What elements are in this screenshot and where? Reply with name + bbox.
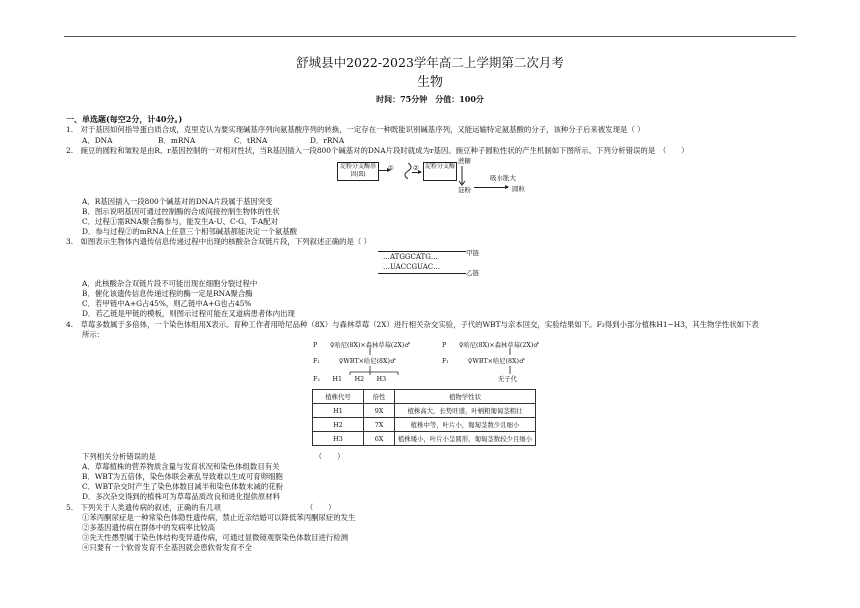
- q3-option-d: D．若乙链是甲链的模板，则图示过程可能在叉道病患者体内出现: [82, 309, 295, 318]
- q3-option-a: A．此核酸杂合双链片段不可能出现在细胞分裂过程中: [82, 279, 258, 288]
- q4-stem: 4. 草莓多数属于多倍体，一个染色体组用X表示。育种工作者用哈尼品种（8X）与森林草莓（2X）进行相关杂交实验，子代的WBT与亲本回交，实验结果如下。F₂得到小部分植株H1~H3，其生物学性状如下表: [66, 320, 759, 329]
- arrow-2: [412, 172, 421, 173]
- q2-stem: 2. 豌豆的圆粒和皱粒是由R、r基因控制的一对相对性状，当R基因插入一段800个碱基对的DNA片段时就成为r基因。豌豆种子圆粒性状的产生机制如下图所示。下列分析错误的是 （ ）: [66, 146, 689, 155]
- round-label: 圆粒: [512, 185, 525, 193]
- step-2-label: ②: [413, 164, 419, 172]
- table-row: [313, 418, 536, 432]
- section-title: 一、单选题(每空2分，计40分。): [66, 114, 183, 124]
- q2-option-c: C．过程①需RNA聚合酶参与，能发生A-U、C-G、T-A配对: [82, 217, 278, 226]
- q3-option-b: B．催化该遗传信息传递过程的酶一定是RNA聚合酶: [82, 289, 253, 298]
- conversion-arrow-icon: [455, 164, 469, 186]
- table-cell: 7X: [364, 418, 395, 432]
- q1-choices: [82, 135, 386, 146]
- q4-option-a: A．草莓植株的营养物质含量与发育状况和染色体组数目有关: [82, 462, 280, 471]
- q3-stem: 3. 如图表示生物体内遗传信息传递过程中出现的核酸杂合双链片段，下列叙述正确的是（ ）: [66, 237, 372, 246]
- table-cell: 6X: [364, 432, 395, 446]
- q4-stem-2: 所示：: [82, 330, 105, 339]
- top-rule: [64, 36, 796, 37]
- q5-item-4: ④只要有一个软骨发育不全基因就会患软骨发育不全: [82, 543, 252, 552]
- strand-b-label: 乙链: [466, 269, 479, 277]
- starch-label: 淀粉: [458, 186, 471, 194]
- strand-a-line: [378, 251, 466, 252]
- sucrose-label: 蔗糖: [458, 157, 471, 165]
- table-header: 植株代号: [313, 390, 364, 404]
- q3-option-c: C．若甲链中A+G占45%，则乙链中A+G也占45%: [82, 299, 252, 308]
- arrow-3: [474, 187, 508, 188]
- q4-option-c: C．WBT杂交时产生了染色体数目减半和染色体数未减的花粉: [82, 482, 283, 491]
- q1-choice-c: C．tRNA: [234, 136, 268, 145]
- table-cell: H2: [313, 418, 364, 432]
- q1-choice-d: D．rRNA: [310, 136, 345, 145]
- cross-left-p: P ♀哈尼(8X)×森林草莓(2X)♂: [313, 342, 410, 349]
- cross-right-f2: 无子代: [498, 376, 517, 383]
- exam-meta: 时间：75分钟 分值：100分: [376, 94, 484, 104]
- table-row: [313, 432, 536, 446]
- cross-left-lines: [340, 346, 420, 376]
- table-header-row: [313, 390, 536, 404]
- q1-choice-b: B．mRNA: [158, 136, 196, 145]
- q5-item-1: ①苯丙酮尿症是一种常染色体隐性遗传病，禁止近亲结婚可以降低苯丙酮尿症的发生: [82, 513, 356, 522]
- table-cell: H3: [313, 432, 364, 446]
- q5-item-2: ②多基因遗传病在群体中的发病率比较高: [82, 523, 216, 532]
- step-1-label: ①: [388, 164, 394, 172]
- table-row: [313, 404, 536, 418]
- q5-item-3: ③先天性愚型属于染色体结构变异遗传病，可通过显微镜观察染色体数目进行检测: [82, 533, 349, 542]
- table-header: 植物学性状: [395, 390, 536, 404]
- absorb-label: 吸水胀大: [490, 174, 516, 182]
- q2-option-a: A．R基因插入一段800个碱基对的DNA片段属于基因突变: [82, 197, 273, 206]
- subject-title: 生物: [416, 75, 443, 90]
- q4-table: [312, 389, 536, 446]
- table-header: 倍性: [364, 390, 395, 404]
- strand-b-line: [378, 273, 466, 274]
- strand-a: …ATGGCATG…: [383, 253, 438, 261]
- q1-stem: 1. 对于基因如何指导蛋白质合成，克里克认为要实现碱基序列向氨基酸序列的转换，一定存在一种既能识别碱基序列，又能运输特定氨基酸的分子，该种分子后来被发现是（ ）: [66, 125, 645, 134]
- gene-box: 淀粉分支酶基因(R): [337, 162, 379, 181]
- table-cell: 植株矮小，叶片小呈圆形，匍匐茎数较少且细小: [395, 432, 536, 446]
- q4-option-b: B．WBT为五倍体，染色体联会紊乱导致难以生成可育卵细胞: [82, 472, 283, 481]
- cross-right-p: P ♀哈尼(8X)×森林草莓(2X)♂: [442, 342, 539, 349]
- table-cell: 植株高大，长势旺盛，叶柄粗匍匐茎粗壮: [395, 404, 536, 418]
- q4-prompt: 下列相关分析错误的是 （ ）: [82, 452, 345, 461]
- table-cell: H1: [313, 404, 364, 418]
- q2-option-b: B．图示说明基因可通过控制酶的合成间接控制生物体的性状: [82, 207, 280, 216]
- q2-option-d: D．参与过程②的mRNA上任意三个相邻碱基都能决定一个氨基酸: [82, 227, 298, 236]
- q4-option-d: D．多次杂交得到的植株可为草莓品质改良和进化提供原材料: [82, 492, 281, 501]
- exam-title: 舒城县中2022-2023学年高二上学期第二次月考: [296, 55, 564, 70]
- table-cell: 9X: [364, 404, 395, 418]
- enzyme-box: 淀粉分支酶: [423, 162, 457, 181]
- table-cell: 植株中等，叶片小，匍匐茎数少且细小: [395, 418, 536, 432]
- cross-right-lines: [470, 346, 550, 376]
- strand-b: …UACCGUAC…: [383, 263, 441, 271]
- cross-left-f2: F₂ H1 H2 H3: [313, 376, 387, 383]
- q5-stem: 5. 下列关于人类遗传病的叙述，正确的有几项 （ ）: [66, 503, 336, 512]
- cross-left-f1: F₁ ♀WBT×哈尼(8X)♂: [313, 358, 396, 365]
- strand-a-label: 甲链: [466, 249, 479, 257]
- cross-right-f1: F₁ ♀WBT×哈尼(8X)♂: [442, 358, 525, 365]
- q1-choice-a: A．DNA: [82, 136, 113, 145]
